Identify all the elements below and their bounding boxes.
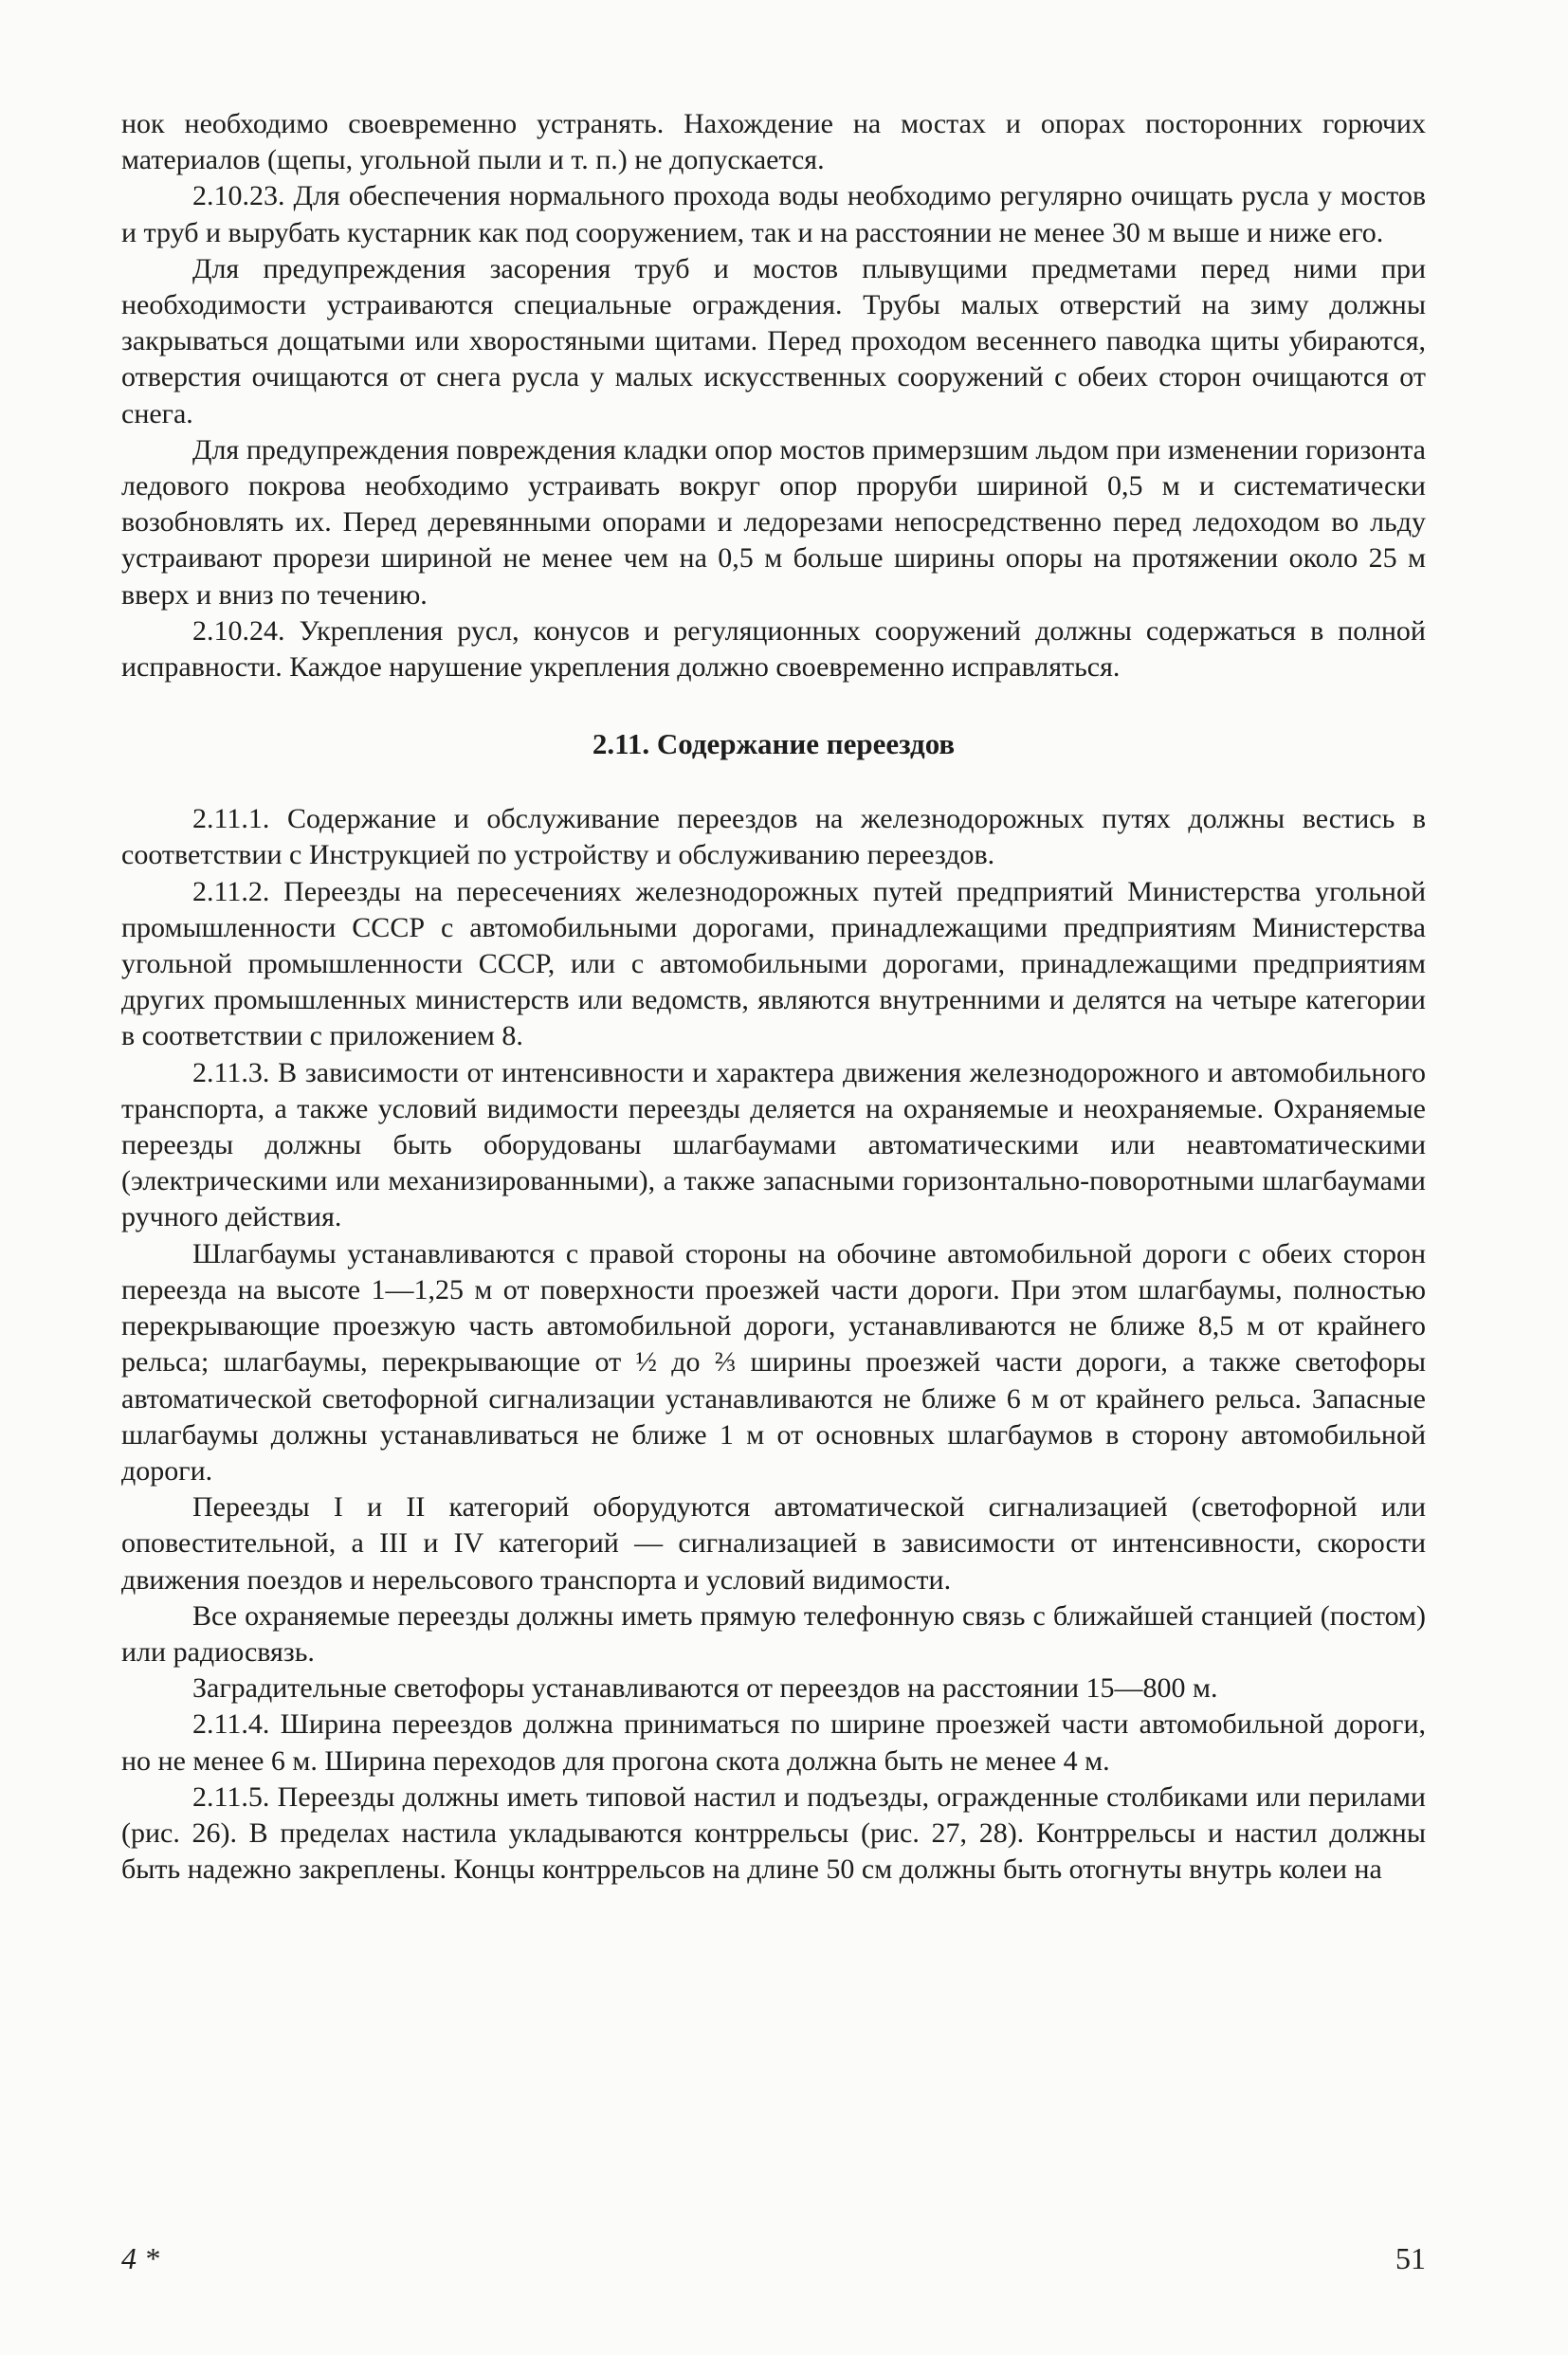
section-heading: 2.11. Содержание переездов: [592, 727, 956, 761]
signature-mark: 4 *: [121, 2241, 159, 2275]
body-text: [121, 106, 1426, 1888]
paragraph: 2.11.4. Ширина переездов должна приниматься по ширине проезжей части автомобильной дороги, но не менее 6 м. Ширина переходов для прогона скота должна быть не менее 4 м.: [121, 1708, 1426, 1777]
paragraph: Шлагбаумы устанавливаются с правой стороны на обочине автомобильной дороги с обеих сторон переезда на высоте 1—1,25 м от поверхности проезжей части дороги. При этом шлагбаумы, полностью перекрывающие проезжую часть автомобильной дороги, устанавливаются не ближе 8,5 м от крайнего рельса; шлагбаумы, перекрывающие от ½ до ⅔ ширины проезжей части дороги, а также светофоры автоматической светофорной сигнализации устанавливаются не ближе 6 м от крайнего рельса. Запасные шлагбаумы должны устанавливаться не ближе 1 м от основных шлагбаумов в сторону автомобильной дороги.: [121, 1237, 1426, 1487]
page-number: 51: [1395, 2241, 1426, 2275]
paragraph: Для предупреждения повреждения кладки опор мостов примерзшим льдом при изменении горизонта ледового покрова необходимо устраивать вокруг опор проруби шириной 0,5 м и систематически возобновлять их. Перед деревянными опорами и ледорезами непосредственно перед ледоходом во льду устраивают прорези шириной не менее чем на 0,5 м больше ширины опоры на протяжении около 25 м вверх и вниз по течению.: [121, 433, 1426, 611]
paragraph: Заградительные светофоры устанавливаются от переездов на расстоянии 15—800 м.: [192, 1672, 1218, 1705]
paragraph: 2.11.2. Переезды на пересечениях железнодорожных путей предприятий Министерства угольной промышленности СССР с автомобильными дорогами, принадлежащими предприятиям Министерства угольной промышленности СССР, или с автомобильными дорогами, принадлежащими предприятиям других промышленных министерств или ведомств, являются внутренними и делятся на четыре категории в соответствии с приложением 8.: [121, 875, 1426, 1052]
paragraph: 2.10.24. Укрепления русл, конусов и регуляционных сооружений должны содержаться в полной исправности. Каждое нарушение укрепления должно своевременно исправляться.: [121, 614, 1426, 684]
paragraph: Для предупреждения засорения труб и мостов плывущими предметами перед ними при необходимости устраиваются специальные ограждения. Трубы малых отверстий на зиму должны закрываться дощатыми или хворостяными щитами. Перед проходом весеннего паводка щиты убираются, отверстия очищаются от снега русла у малых искусственных сооружений с обеих сторон очищаются от снега.: [121, 252, 1426, 429]
paragraph: нок необходимо своевременно устранять. Нахождение на мостах и опорах посторонних горючих материалов (щепы, угольной пыли и т. п.) не допускается.: [121, 108, 1426, 176]
paragraph: 2.11.3. В зависимости от интенсивности и характера движения железнодорожного и автомобильного транспорта, а также условий видимости переезды деляется на охраняемые и неохраняемые. Охраняемые переезды должны быть оборудованы шлагбаумами автоматическими или неавтоматическими (электрическими или механизированными), а также запасными горизонтально-поворотными шлагбаумами ручного действия.: [121, 1056, 1426, 1233]
paragraph: 2.11.5. Переезды должны иметь типовой настил и подъезды, огражденные столбиками или перилами (рис. 26). В пределах настила укладываются контррельсы (рис. 27, 28). Контррельсы и настил должны быть надежно закреплены. Концы контррельсов на длине 50 см должны быть отогнуты внутрь колеи на: [121, 1780, 1426, 1886]
paragraph: Переезды I и II категорий оборудуются автоматической сигнализацией (светофорной или оповестительной, а III и IV категорий — сигнализацией в зависимости от интенсивности, скорости движения поездов и нерельсового транспорта и условий видимости.: [121, 1491, 1426, 1596]
paragraph: Все охраняемые переезды должны иметь прямую телефонную связь с ближайшей станцией (постом) или радиосвязь.: [121, 1599, 1426, 1668]
paragraph: 2.10.23. Для обеспечения нормального прохода воды необходимо регулярно очищать русла у мостов и труб и вырубать кустарник как под сооружением, так и на расстоянии не менее 30 м выше и ниже его.: [121, 180, 1426, 248]
paragraph: 2.11.1. Содержание и обслуживание переездов на железнодорожных путях должны вестись в соответствии с Инструкцией по устройству и обслуживанию переездов.: [121, 803, 1426, 871]
page-footer: [121, 2241, 1426, 2276]
